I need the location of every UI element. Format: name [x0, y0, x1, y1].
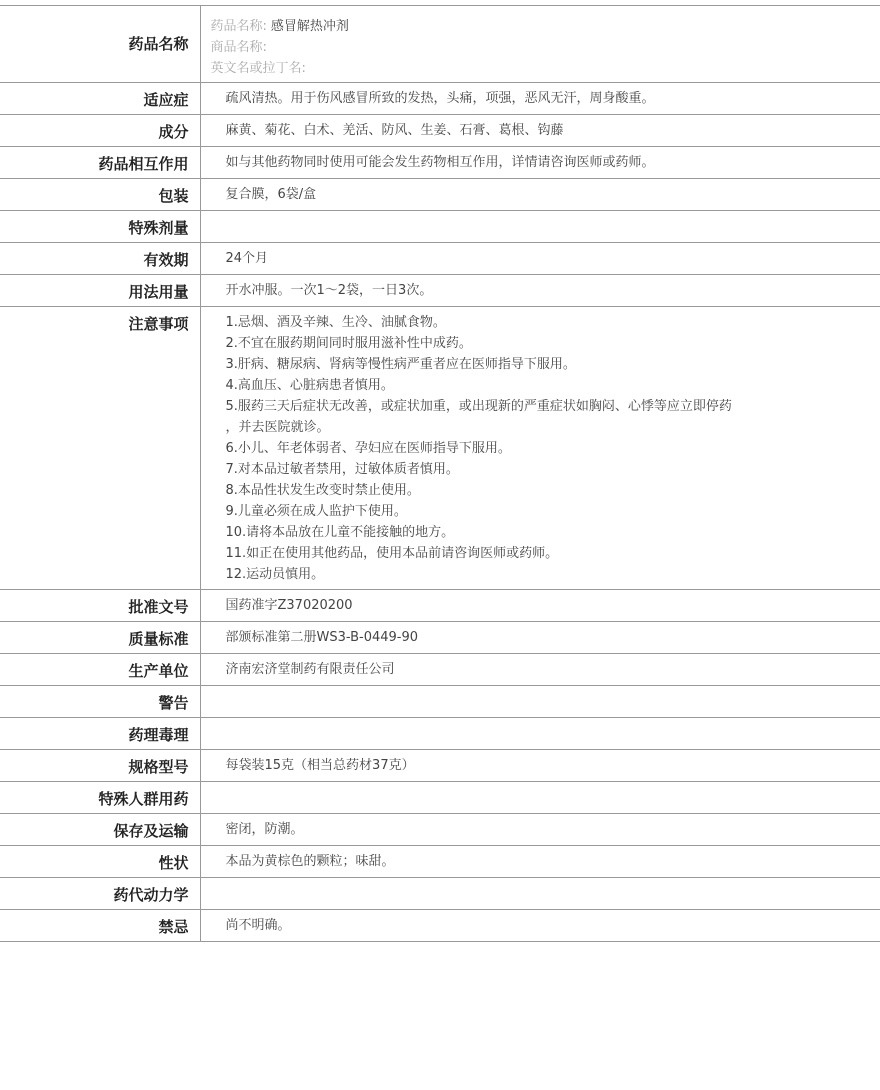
- row-label: 规格型号: [0, 750, 200, 782]
- generic-name-line: [211, 16, 880, 37]
- spec-row: [0, 622, 880, 654]
- spec-row: [0, 243, 880, 275]
- row-value: 部颁标准第二册WS3-B-0449-90: [200, 622, 880, 654]
- row-value: 复合膜，6袋/盒: [200, 179, 880, 211]
- row-value: [200, 6, 880, 83]
- row-value: 开水冲服。一次1～2袋，一日3次。: [200, 275, 880, 307]
- precaution-line: 4.高血压、心脏病患者慎用。: [225, 378, 394, 393]
- latin-name-line: [211, 58, 880, 79]
- spec-row: [0, 814, 880, 846]
- row-label: 药品名称: [0, 6, 200, 83]
- spec-row: [0, 590, 880, 622]
- row-value: [200, 211, 880, 243]
- row-label: 药理毒理: [0, 718, 200, 750]
- row-precautions: [0, 307, 880, 590]
- row-value: 本品为黄棕色的颗粒；味甜。: [200, 846, 880, 878]
- spec-row: [0, 750, 880, 782]
- row-value: [200, 782, 880, 814]
- row-label: 禁忌: [0, 910, 200, 942]
- row-label: 适应症: [0, 83, 200, 115]
- row-value: [200, 878, 880, 910]
- row-label: 药品相互作用: [0, 147, 200, 179]
- spec-row: [0, 718, 880, 750]
- row-value: 密闭，防潮。: [200, 814, 880, 846]
- trade-name-key: 商品名称:: [210, 40, 267, 55]
- row-label: 用法用量: [0, 275, 200, 307]
- row-value: [200, 307, 880, 590]
- row-value: 每袋装15克（相当总药材37克）: [200, 750, 880, 782]
- spec-row: [0, 179, 880, 211]
- row-label: 生产单位: [0, 654, 200, 686]
- row-label: 包装: [0, 179, 200, 211]
- row-label: 保存及运输: [0, 814, 200, 846]
- row-value: 疏风清热。用于伤风感冒所致的发热，头痛，项强，恶风无汗，周身酸重。: [200, 83, 880, 115]
- precaution-line: 9.儿童必须在成人监护下使用。: [225, 504, 407, 519]
- spec-row: [0, 275, 880, 307]
- spec-row: [0, 846, 880, 878]
- row-label: 特殊剂量: [0, 211, 200, 243]
- spec-row: [0, 910, 880, 942]
- row-label: 注意事项: [0, 307, 200, 590]
- row-value: 尚不明确。: [200, 910, 880, 942]
- precaution-line: 6.小儿、年老体弱者、孕妇应在医师指导下服用。: [225, 441, 511, 456]
- row-label: 批准文号: [0, 590, 200, 622]
- row-label: 质量标准: [0, 622, 200, 654]
- precaution-line: 7.对本品过敏者禁用，过敏体质者慎用。: [225, 462, 459, 477]
- spec-row: [0, 115, 880, 147]
- spec-row: [0, 686, 880, 718]
- row-value: 如与其他药物同时使用可能会发生药物相互作用，详情请咨询医师或药师。: [200, 147, 880, 179]
- precaution-line: 8.本品性状发生改变时禁止使用。: [225, 483, 420, 498]
- latin-name-key: 英文名或拉丁名:: [210, 61, 306, 76]
- precaution-line: 12.运动员慎用。: [225, 567, 325, 582]
- generic-name-key: 药品名称:: [210, 19, 267, 34]
- spec-row: [0, 211, 880, 243]
- spec-row: [0, 83, 880, 115]
- precaution-line: 1.忌烟、酒及辛辣、生冷、油腻食物。: [225, 315, 446, 330]
- row-label: 特殊人群用药: [0, 782, 200, 814]
- row-label: 性状: [0, 846, 200, 878]
- row-value: 麻黄、菊花、白术、羌活、防风、生姜、石膏、葛根、钩藤: [200, 115, 880, 147]
- row-value: 国药准字Z37020200: [200, 590, 880, 622]
- row-label: 有效期: [0, 243, 200, 275]
- spec-row: [0, 654, 880, 686]
- row-value: [200, 718, 880, 750]
- drug-spec-table: [0, 5, 880, 942]
- row-label: 药代动力学: [0, 878, 200, 910]
- row-value: 济南宏济堂制药有限责任公司: [200, 654, 880, 686]
- spec-row: [0, 147, 880, 179]
- row-label: 警告: [0, 686, 200, 718]
- precaution-line: 10.请将本品放在儿童不能接触的地方。: [225, 525, 455, 540]
- row-drug-name: [0, 6, 880, 83]
- precaution-line: 3.肝病、糖尿病、肾病等慢性病严重者应在医师指导下服用。: [225, 357, 576, 372]
- precaution-line: 2.不宜在服药期间同时服用滋补性中成药。: [225, 336, 472, 351]
- row-value: 24个月: [200, 243, 880, 275]
- precaution-line: ，并去医院就诊。: [225, 420, 330, 435]
- precaution-line: 11.如正在使用其他药品，使用本品前请咨询医师或药师。: [225, 546, 559, 561]
- spec-row: [0, 782, 880, 814]
- generic-name-value: 感冒解热冲剂: [270, 19, 349, 34]
- precaution-line: 5.服药三天后症状无改善，或症状加重，或出现新的严重症状如胸闷、心悸等应立即停药: [225, 399, 732, 414]
- trade-name-line: [211, 37, 880, 58]
- row-value: [200, 686, 880, 718]
- spec-row: [0, 878, 880, 910]
- row-label: 成分: [0, 115, 200, 147]
